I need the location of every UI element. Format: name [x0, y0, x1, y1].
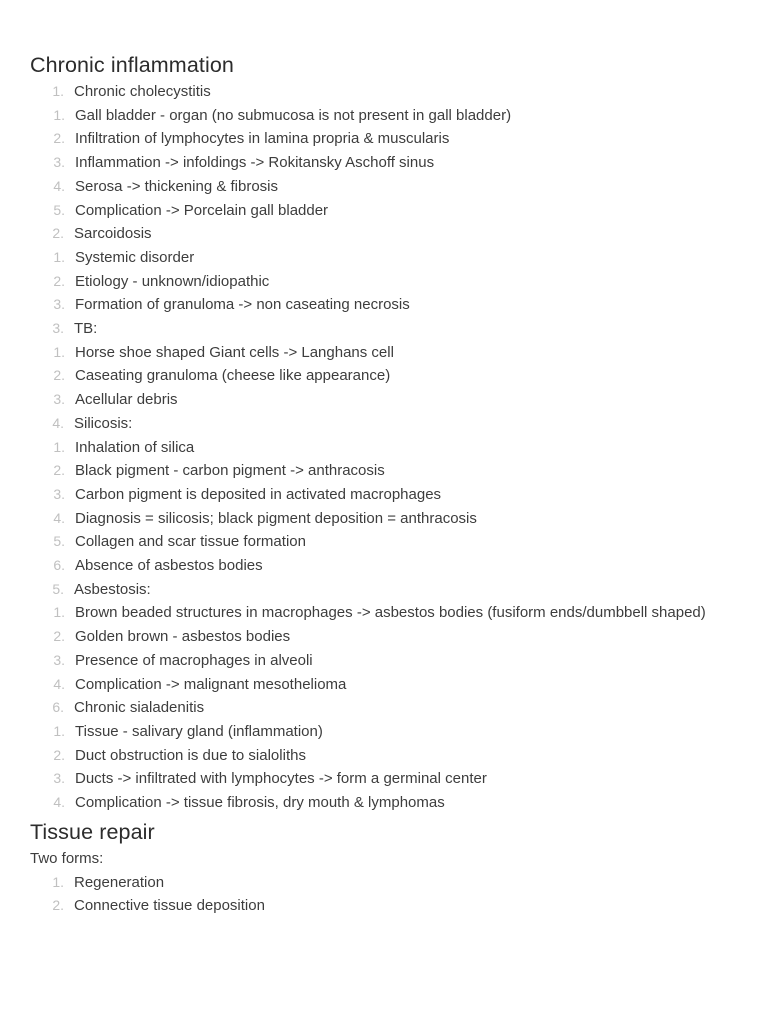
sublist-item: 4. Serosa -> thickening & fibrosis — [53, 177, 279, 195]
sublist-item: 5. Collagen and scar tissue formation — [53, 533, 306, 551]
sublist-item: 2. Black pigment - carbon pigment -> anthracosis — [53, 462, 385, 480]
sublist-item: 5. Complication -> Porcelain gall bladder — [53, 201, 329, 219]
sublist-item: 2. Etiology - unknown/idiopathic — [53, 272, 270, 290]
list-item-label: Asbestosis: — [74, 580, 151, 598]
sublist-item: 3. Formation of granuloma -> non caseating necrosis — [53, 296, 410, 314]
list-item-label: Silicosis: — [74, 414, 133, 432]
sublist-item: 1. Tissue - salivary gland (inflammation) — [53, 722, 323, 740]
list-number: 3. — [52, 320, 64, 337]
sublist-item: 3. Ducts -> infiltrated with lymphocytes -> form a germinal center — [53, 770, 487, 788]
list-item-label: Chronic cholecystitis — [74, 83, 211, 100]
sublist-item: 4. Complication -> malignant mesothelioma — [53, 675, 347, 693]
list-item-label: Sarcoidosis — [74, 225, 152, 243]
sublist-item: 1. Horse shoe shaped Giant cells -> Langhans cell — [53, 343, 394, 361]
section-intro: Two forms: — [30, 849, 104, 867]
sublist — [30, 601, 744, 696]
sublist — [30, 720, 744, 815]
list-item — [30, 894, 744, 918]
list-item — [30, 578, 744, 697]
sublist-item: 1. Gall bladder - organ (no submucosa is not present in gall bladder) — [53, 106, 512, 124]
list-item — [30, 696, 744, 815]
sublist-item: 2. Caseating granuloma (cheese like appearance) — [53, 367, 391, 385]
section-heading-chronic-inflammation: Chronic inflammation — [30, 53, 234, 77]
list-number: 4. — [52, 414, 64, 431]
sublist — [30, 436, 744, 578]
section-heading-tissue-repair: Tissue repair — [30, 819, 155, 844]
list-item — [30, 412, 744, 578]
sublist-item: 6. Absence of asbestos bodies — [53, 557, 263, 575]
sublist-item: 3. Presence of macrophages in alveoli — [53, 651, 313, 669]
sublist-item: 2. Duct obstruction is due to sialoliths — [53, 746, 306, 764]
list-item — [30, 222, 744, 317]
sublist-item: 1. Inhalation of silica — [53, 438, 195, 456]
sublist-item: 2. Golden brown - asbestos bodies — [53, 628, 291, 646]
list-number: 1. — [52, 873, 64, 890]
list-number: 2. — [52, 897, 64, 914]
sublist-item: 3. Carbon pigment is deposited in activated macrophages — [53, 485, 442, 503]
list-item-label: Chronic sialadenitis — [74, 699, 205, 717]
sublist-item: 3. Inflammation -> infoldings -> Rokitansky Aschoff sinus — [53, 154, 435, 172]
sublist — [30, 104, 744, 223]
list-number: 1. — [52, 83, 64, 99]
sublist-item: 1. Systemic disorder — [53, 248, 195, 266]
sublist-item: 4. Complication -> tissue fibrosis, dry mouth & lymphomas — [53, 794, 445, 812]
sublist-item: 2. Infiltration of lymphocytes in lamina propria & muscularis — [53, 130, 450, 148]
list-item — [30, 80, 744, 222]
list-number: 6. — [52, 699, 64, 716]
chronic-inflammation-list — [30, 80, 744, 815]
sublist — [30, 341, 744, 412]
list-item — [30, 317, 744, 412]
sublist-item: 3. Acellular debris — [53, 391, 178, 409]
list-item-label: Connective tissue deposition — [74, 897, 265, 915]
list-item — [30, 871, 744, 895]
sublist-item: 1. Brown beaded structures in macrophages -> asbestos bodies (fusiform ends/dumbbell shaped) — [53, 604, 706, 622]
sublist — [30, 246, 744, 317]
list-item-label: TB: — [74, 320, 98, 338]
sublist-item: 4. Diagnosis = silicosis; black pigment deposition = anthracosis — [53, 509, 477, 527]
list-item-label: Regeneration — [74, 873, 165, 891]
list-number: 5. — [52, 580, 64, 597]
list-number: 2. — [52, 225, 64, 242]
tissue-repair-list — [30, 871, 744, 918]
